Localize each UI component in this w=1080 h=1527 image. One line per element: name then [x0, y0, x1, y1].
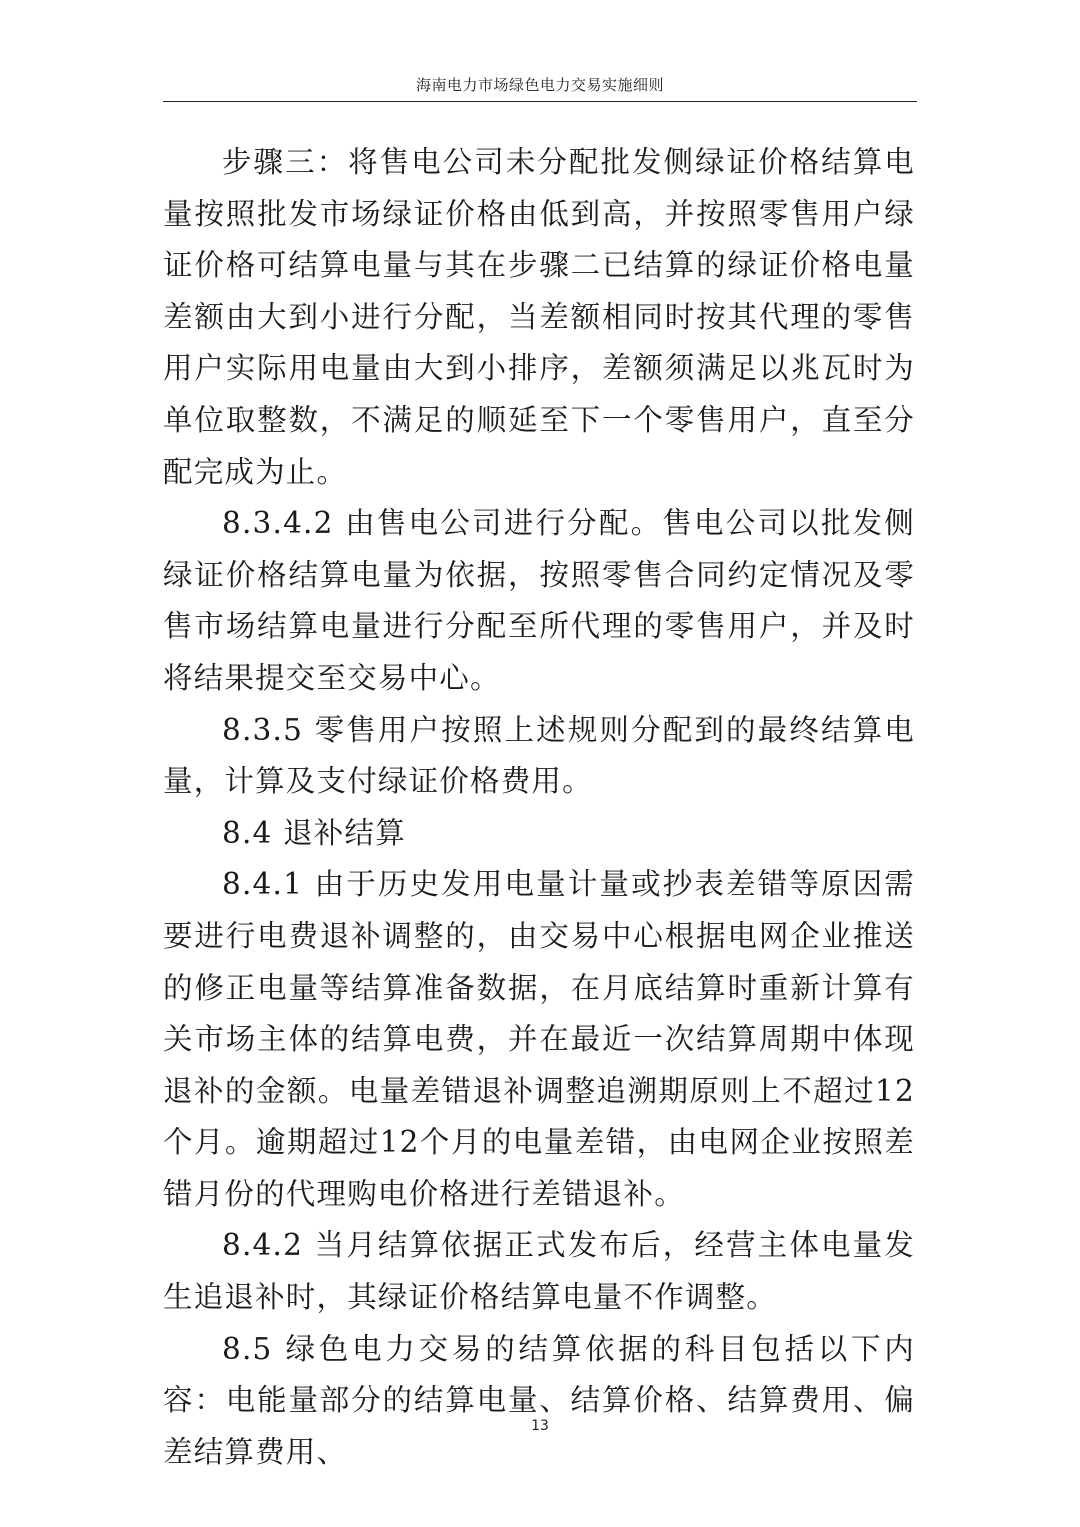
- paragraph-8-4-2: 8.4.2 当月结算依据正式发布后，经营主体电量发生追退补时，其绿证价格结算电量不作调整。: [163, 1228, 915, 1315]
- paragraph-step-three: 步骤三：将售电公司未分配批发侧绿证价格结算电量按照批发市场绿证价格由低到高，并按照零售用户绿证价格可结算电量与其在步骤二已结算的绿证价格电量差额由大到小进行分配，当差额相同时按其代理的零售用户实际用电量由大到小排序，差额须满足以兆瓦时为单位取整数，不满足的顺延至下一个零售用户，直至分配完成为止。: [163, 145, 915, 489]
- paragraph-8-4-1: 8.4.1 由于历史发用电量计量或抄表差错等原因需要进行电费退补调整的，由交易中心根据电网企业推送的修正电量等结算准备数据，在月底结算时重新计算有关市场主体的结算电费，并在最近一次结算周期中体现退补的金额。电量差错退补调整追溯期原则上不超过12个月。逾期超过12个月的电量差错，由电网企业按照差错月份的代理购电价格进行差错退补。: [163, 867, 915, 1211]
- paragraph-8-3-5: 8.3.5 零售用户按照上述规则分配到的最终结算电量，计算及支付绿证价格费用。: [163, 712, 915, 799]
- section-heading-8-4: 8.4 退补结算: [222, 815, 406, 850]
- paragraph-8-5: 8.5 绿色电力交易的结算依据的科目包括以下内容：电能量部分的结算电量、结算价格、结算费用、偏差结算费用、: [163, 1331, 915, 1469]
- document-body: [163, 137, 915, 1478]
- running-header: 海南电力市场绿色电力交易实施细则: [415, 76, 664, 94]
- page-number: 13: [531, 1418, 549, 1434]
- header-divider: [163, 101, 917, 102]
- paragraph-8-3-4-2: 8.3.4.2 由售电公司进行分配。售电公司以批发侧绿证价格结算电量为依据，按照零售合同约定情况及零售市场结算电量进行分配至所代理的零售用户，并及时将结果提交至交易中心。: [163, 506, 915, 695]
